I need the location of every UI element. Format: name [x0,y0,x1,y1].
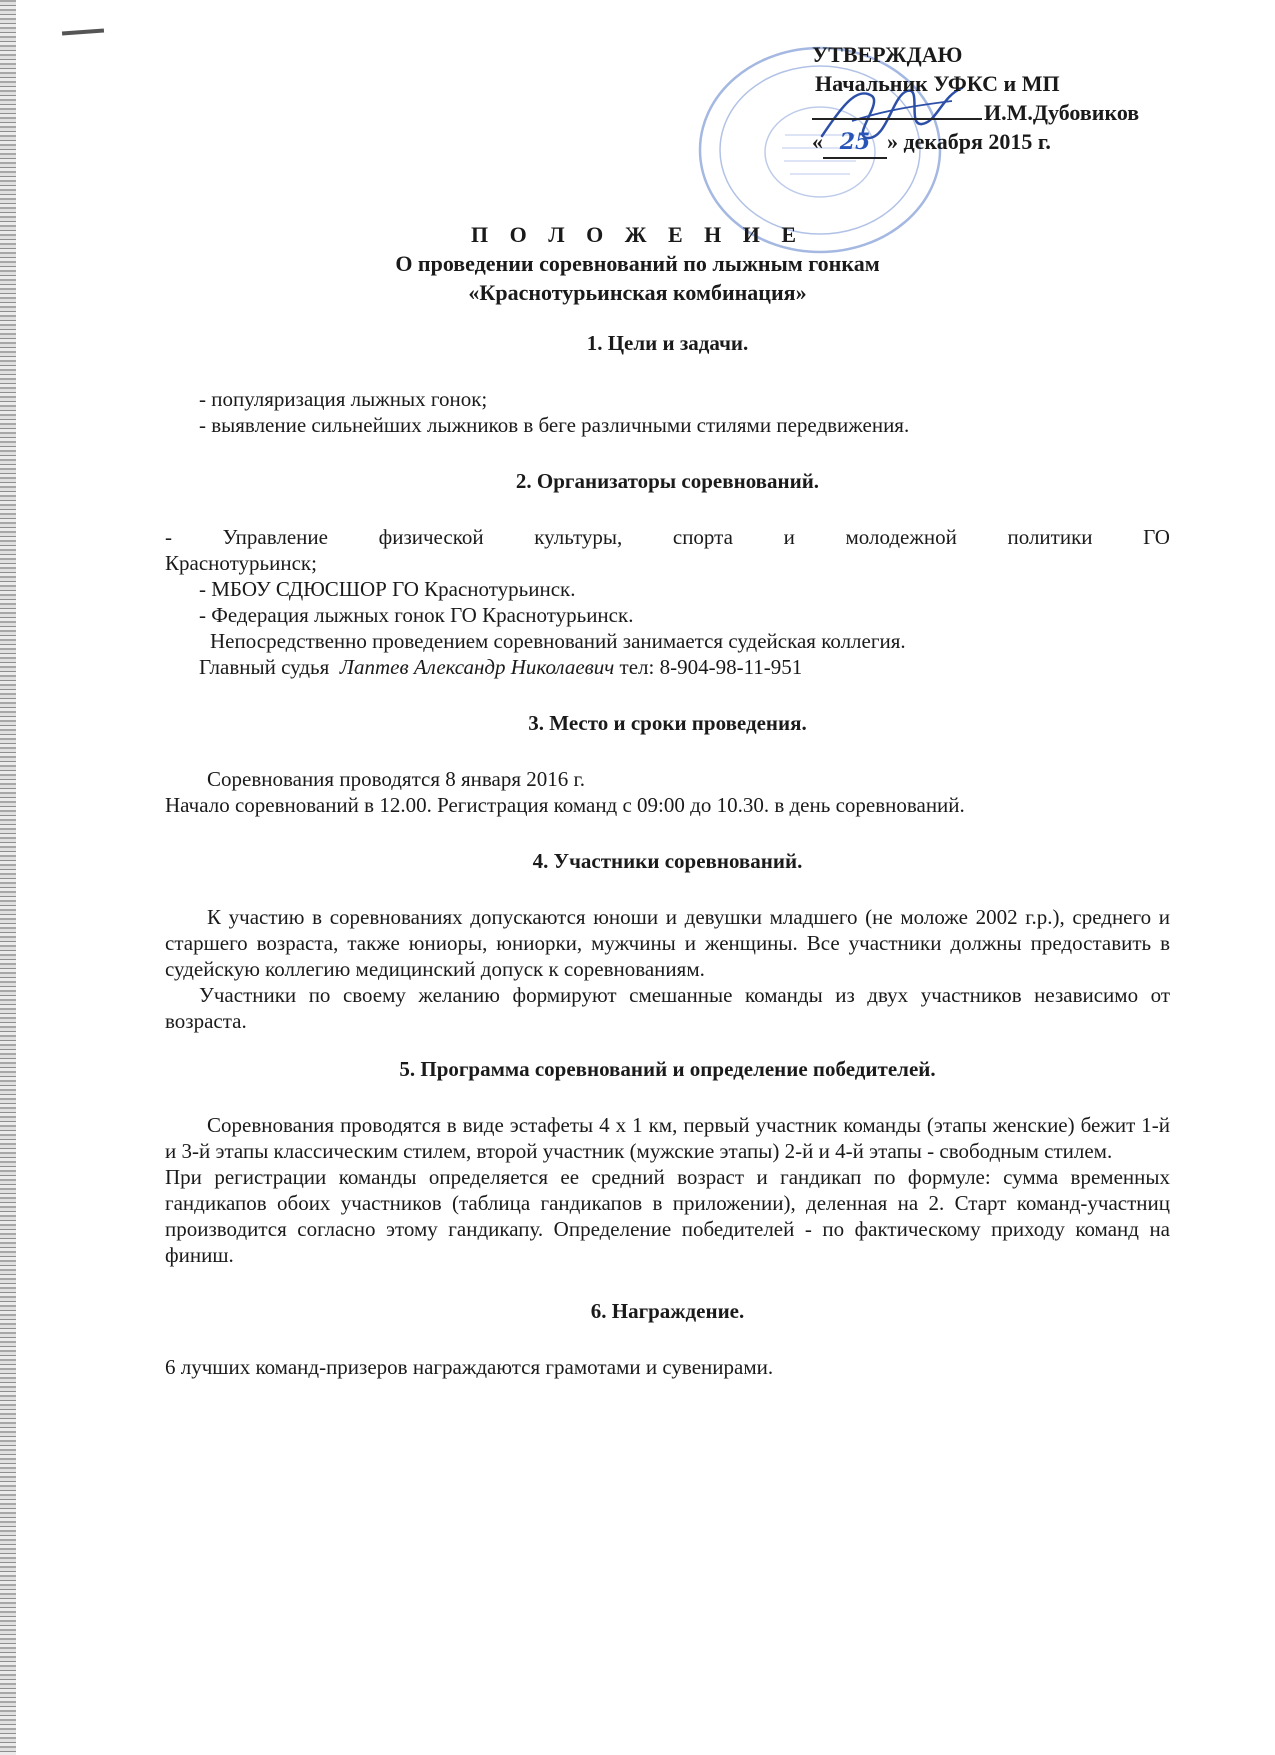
goal-item: - популяризация лыжных гонок; [199,387,488,411]
approval-date-day: 25 [823,128,887,159]
approval-signature-line [812,98,1242,127]
teams-paragraph: Участники по своему желанию формируют смешанные команды из двух участников независимо от возраста. [165,983,1170,1033]
handicap-paragraph: При регистрации команды определяется ее средний возраст и гандикап по формуле: сумма временных гандикапов обоих участников (таблица гандикапов в приложении), деленная на 2. Старт команд-участниц производится согласно этому гандикапу. Определение победителей - по фактическому приходу команд на финиш. [165,1165,1170,1267]
section-1-heading: 1. Цели и задачи. [586,331,749,355]
section-2-heading: 2. Организаторы соревнований. [515,469,820,493]
section-5-heading: 5. Программа соревнований и определение победителей. [399,1057,936,1081]
section-3-heading: 3. Место и сроки проведения. [528,711,807,735]
signature-underline [812,100,982,120]
dates-paragraph: Соревнования проводятся 8 января 2016 г. [207,767,585,791]
start-time-paragraph: Начало соревнований в 12.00. Регистрация команд с 09:00 до 10.30. в день соревнований. [165,793,965,817]
section-4-heading: 4. Участники соревнований. [532,849,803,873]
scan-mark [62,29,104,36]
section-6-heading: 6. Награждение. [590,1299,745,1323]
organizer-item: - Федерация лыжных гонок ГО Краснотурьинск. [199,603,634,627]
title-event-name: «Краснотурьинская комбинация» [468,280,807,305]
participants-paragraph: К участию в соревнованиях допускаются юноши и девушки младшего (не моложе 2002 г.р.), среднего и старшего возраста, также юниоры, юниорки, мужчины и женщины. Все участники должны предоставить в судейскую коллегию медицинский допуск к соревнованиям. [165,905,1170,981]
title-subtitle: О проведении соревнований по лыжным гонкам [395,251,880,276]
approval-block [812,40,1242,159]
approval-name: И.М.Дубовиков [984,100,1140,125]
approval-heading: УТВЕРЖДАЮ [812,42,963,67]
organizer-note: Непосредственно проведением соревнований занимается судейская коллегия. [210,629,906,653]
approval-date: « 25 » декабря 2015 г. [812,127,1242,159]
chief-judge-name: Лаптев Александр Николаевич [339,655,615,679]
organizer-item-1: - Управление физической культуры, спорта и молодежной политики ГО [165,525,1170,549]
title-heading: П О Л О Ж Е Н И Е [470,222,805,247]
organizer-item: - МБОУ СДЮСШОР ГО Краснотурьинск. [199,577,576,601]
awards-paragraph: 6 лучших команд-призеров награждаются грамотами и сувенирами. [165,1355,774,1379]
program-paragraph: Соревнования проводятся в виде эстафеты 4 х 1 км, первый участник команды (этапы женские) бежит 1-й и 3-й этапы классическим стилем, второй участник (мужские этапы) 2-й и 4-й этапы - свободным стилем. [165,1113,1170,1163]
chief-judge: Главный судья Лаптев Александр Николаевич тел: 8-904-98-11-951 [199,655,803,679]
organizer-item-1-cont: Краснотурьинск; [165,551,317,575]
approval-position: Начальник УФКС и МП [815,71,1060,96]
document-title [0,220,1275,307]
goal-item: - выявление сильнейших лыжников в беге различными стилями передвижения. [199,413,910,437]
document-body [165,330,1170,1380]
chief-judge-phone: тел: 8-904-98-11-951 [619,655,803,679]
